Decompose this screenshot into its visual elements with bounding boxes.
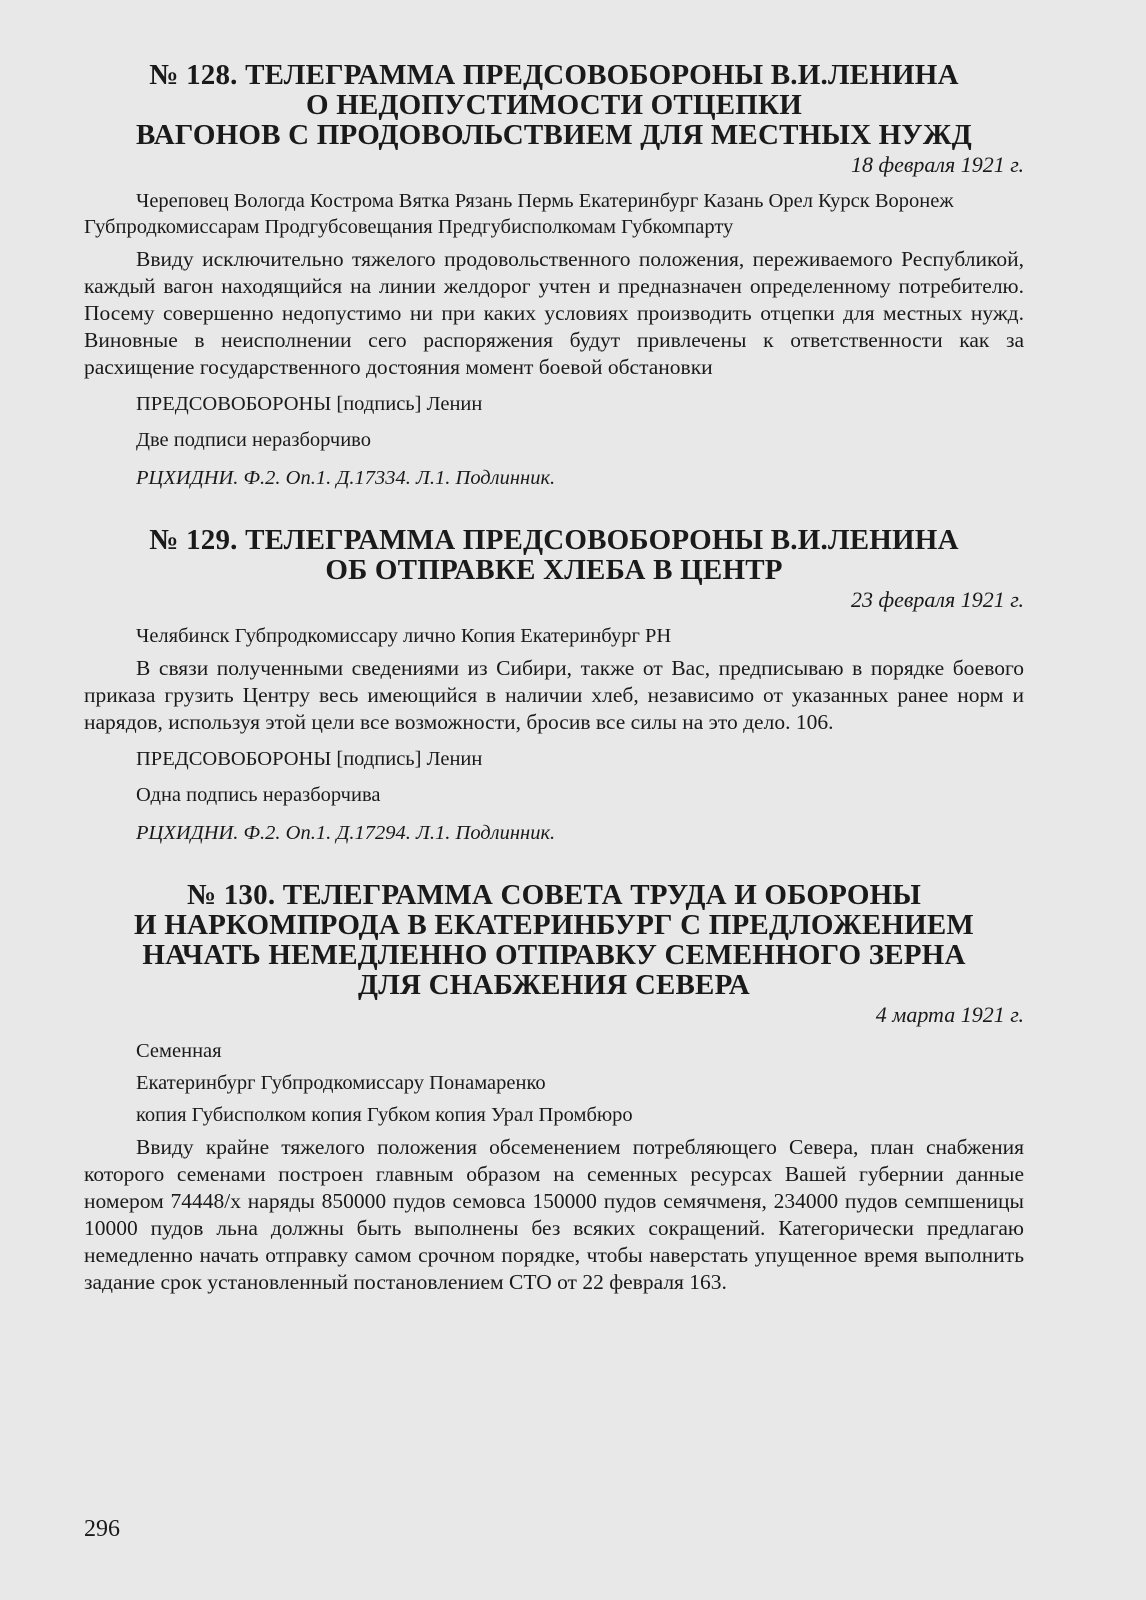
document-signature: ПРЕДСОВОБОРОНЫ [подпись] Ленин [136, 393, 483, 415]
title-line: ОБ ОТПРАВКЕ ХЛЕБА В ЦЕНТР [325, 554, 783, 586]
document-body: Ввиду крайне тяжелого положения обсеменением потребляющего Севера, план снабжения которого семенами построен главным образом на семенных ресурсах Вашей губернии данные номером 74448/х наряды 850000 пудов семовса 150000 пудов семячменя, 234000 пудов семпшеницы 10000 пудов льна должны быть выполнены без всяких сокращений. Категорически предлагаю немедленно начать отправку самом срочном порядке, чтобы наверстать упущенное время выполнить задание срок установленный постановлением СТО от 22 февраля 163. [84, 1135, 1024, 1294]
document-address: Челябинск Губпродкомиссару лично Копия Екатеринбург РН [136, 625, 672, 647]
title-line: ДЛЯ СНАБЖЕНИЯ СЕВЕРА [358, 969, 750, 1001]
document-address: Екатеринбург Губпродкомиссару Понамаренко [136, 1072, 546, 1094]
title-line: НАЧАТЬ НЕМЕДЛЕННО ОТПРАВКУ СЕМЕННОГО ЗЕРНА [142, 939, 966, 971]
document-body: В связи полученными сведениями из Сибири, также от Вас, предписываю в порядке боевого приказа грузить Центру весь имеющийся в наличии хлеб, независимо от указанных ранее норм и нарядов, используя этой цели все возможности, бросив все силы на это дело. 106. [84, 656, 1024, 734]
document-date: 23 февраля 1921 г. [850, 587, 1024, 612]
page-content [84, 60, 1024, 1306]
document-date: 4 марта 1921 г. [875, 1002, 1024, 1027]
archive-source: РЦХИДНИ. Ф.2. Оп.1. Д.17334. Л.1. Подлинник. [136, 467, 556, 489]
title-line: И НАРКОМПРОДА В ЕКАТЕРИНБУРГ С ПРЕДЛОЖЕНИЕМ [134, 909, 974, 941]
address-copy: копия Губисполком копия Губком копия Урал Промбюро [136, 1104, 633, 1126]
document-130 [84, 880, 1024, 1296]
document-129 [84, 525, 1024, 846]
document-title [84, 880, 1024, 1000]
document-title [84, 525, 1024, 585]
page-number: 296 [84, 1516, 120, 1542]
header-label: Семенная [136, 1040, 222, 1062]
document-signature: ПРЕДСОВОБОРОНЫ [подпись] Ленин [136, 748, 483, 770]
document-body: Ввиду исключительно тяжелого продовольственного положения, переживаемого Республикой, каждый вагон находящийся на линии желдорог учтен и предназначен определенному потребителю. Посему совершенно недопустимо ни при каких условиях производить отцепки для местных нужд. Виновные в неисполнении сего распоряжения будут привлечены к ответственности как за расхищение государственного достояния момент боевой обстановки [84, 247, 1024, 379]
title-line: ВАГОНОВ С ПРОДОВОЛЬСТВИЕМ ДЛЯ МЕСТНЫХ НУЖД [136, 119, 972, 151]
document-title [84, 60, 1024, 150]
document-128 [84, 60, 1024, 491]
title-line: № 129. ТЕЛЕГРАММА ПРЕДСОВОБОРОНЫ В.И.ЛЕНИНА [149, 524, 959, 556]
signature-note: Одна подпись неразборчива [136, 784, 381, 806]
title-line: № 128. ТЕЛЕГРАММА ПРЕДСОВОБОРОНЫ В.И.ЛЕНИНА [149, 59, 959, 91]
signature-note: Две подписи неразборчиво [136, 429, 371, 451]
document-date: 18 февраля 1921 г. [850, 152, 1024, 177]
title-line: О НЕДОПУСТИМОСТИ ОТЦЕПКИ [305, 89, 803, 121]
archive-source: РЦХИДНИ. Ф.2. Оп.1. Д.17294. Л.1. Подлинник. [136, 822, 556, 844]
document-address: Череповец Вологда Кострома Вятка Рязань Пермь Екатеринбург Казань Орел Курск Воронеж Губпродкомиссарам Продгубсовещания Предгубисполкомам Губкомпарту [84, 190, 954, 238]
title-line: № 130. ТЕЛЕГРАММА СОВЕТА ТРУДА И ОБОРОНЫ [186, 879, 922, 911]
